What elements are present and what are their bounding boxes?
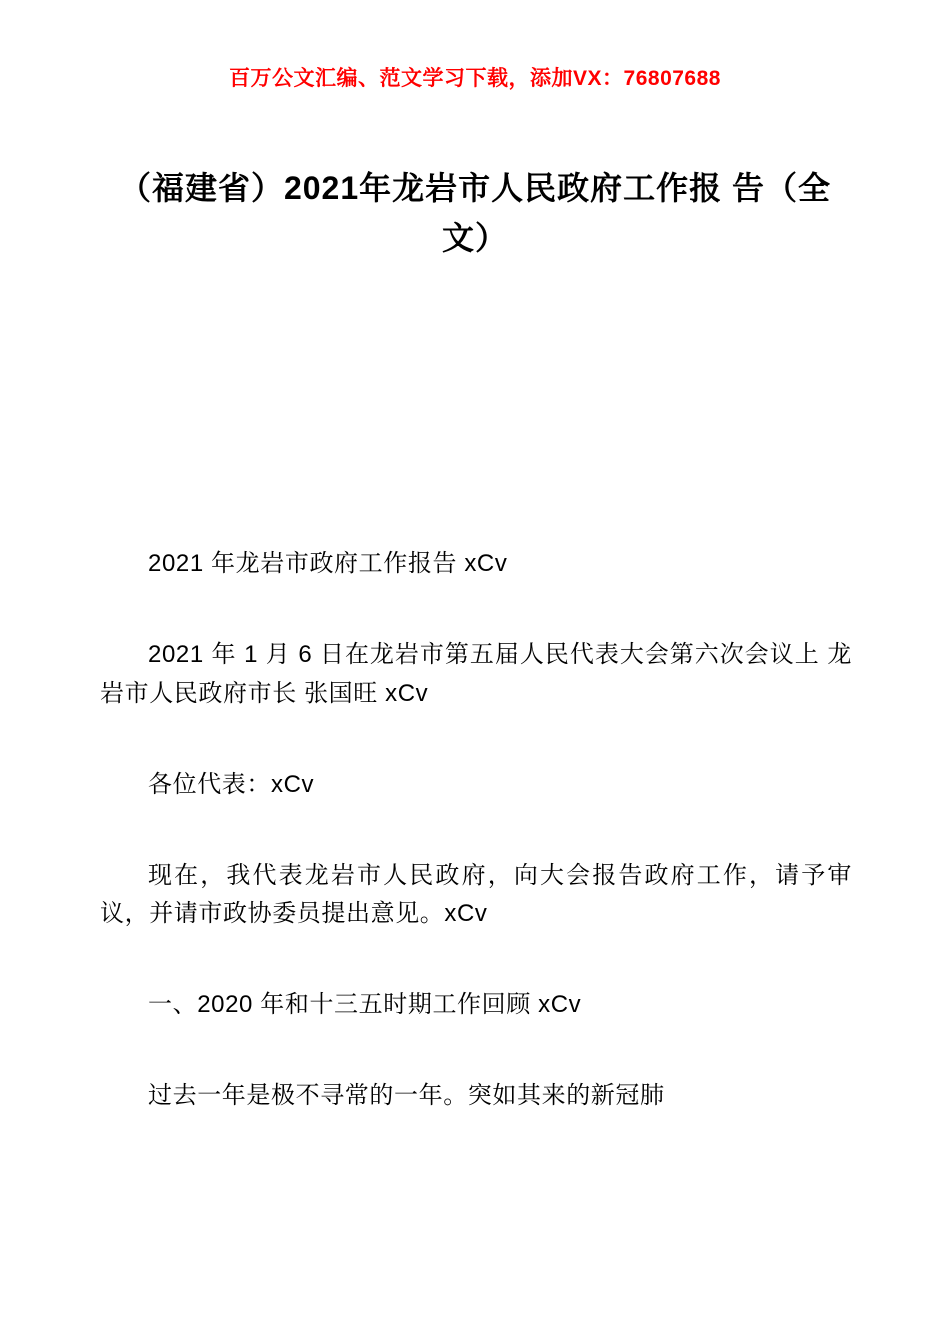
page-title: （福建省）2021年龙岩市人民政府工作报 告（全文） (118, 170, 832, 257)
paragraph: 现在，我代表龙岩市人民政府，向大会报告政府工作，请予审议，并请市政协委员提出意见。xCv (100, 861, 852, 928)
document-body (100, 545, 852, 1116)
paragraph: 各位代表：xCv (148, 770, 315, 798)
promo-banner: 百万公文汇编、范文学习下载，添加VX：76807688 (229, 67, 721, 90)
paragraph: 一、2020 年和十三五时期工作回顾 xCv (148, 991, 582, 1019)
paragraph: 2021 年 1 月 6 日在龙岩市第五届人民代表大会第六次会议上 龙岩市人民政府市长 张国旺 xCv (100, 640, 852, 707)
paragraph: 2021 年龙岩市政府工作报告 xCv (148, 550, 508, 577)
paragraph: 过去一年是极不寻常的一年。突如其来的新冠肺 (148, 1082, 665, 1110)
